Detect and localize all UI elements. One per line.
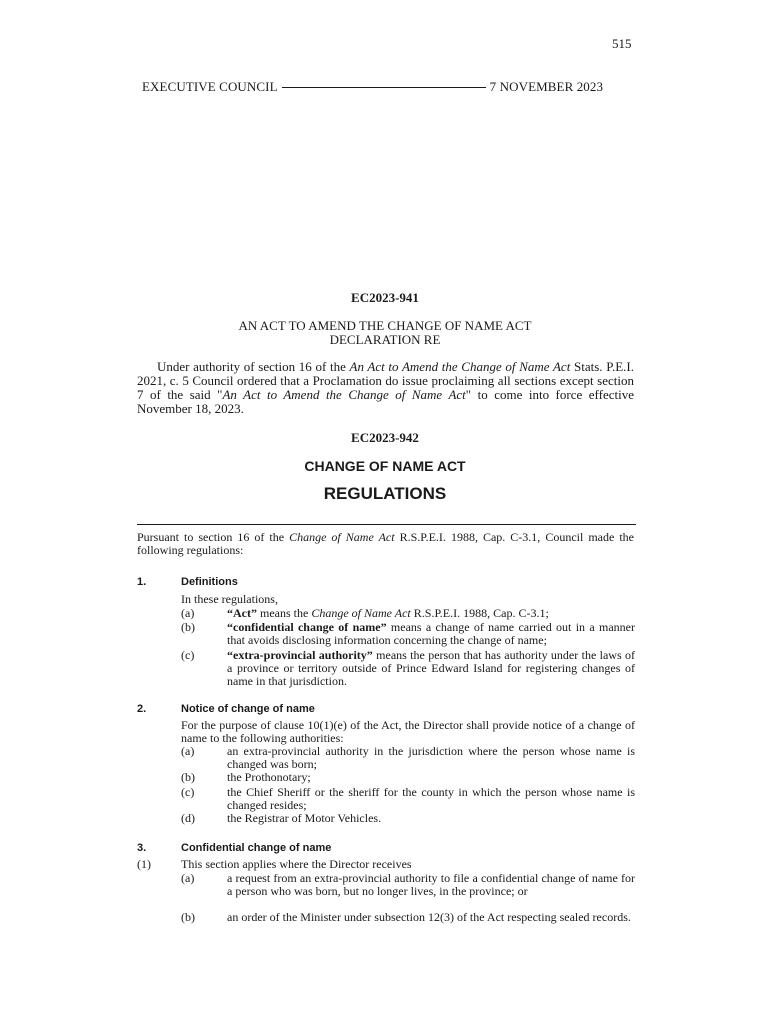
act-title: CHANGE OF NAME ACT xyxy=(304,458,466,474)
body-text: means a change of name carried out in a manner that avoids disclosing information concerning the change of name; xyxy=(227,620,635,647)
order-title-line-1: AN ACT TO AMEND THE CHANGE OF NAME ACT xyxy=(238,318,532,333)
s1-a-text xyxy=(227,607,635,620)
act-name-italic: Change of Name Act xyxy=(311,606,411,620)
s3-b-label: (b) xyxy=(181,910,195,924)
section-2-intro: For the purpose of clause 10(1)(e) of the Act, the Director shall provide notice of a change of name to the following authorities: xyxy=(181,718,635,745)
defined-term: “extra-provincial authority” xyxy=(227,648,373,662)
order-1-body xyxy=(137,360,634,416)
regulations-intro xyxy=(137,531,634,557)
act-name-italic: Change of Name Act xyxy=(289,530,395,544)
s2-a-label: (a) xyxy=(181,744,195,758)
body-text: R.S.P.E.I. 1988, Cap. C-3.1, Council made the following regulations: xyxy=(137,530,634,557)
s1-b-text xyxy=(227,621,635,647)
page-number: 515 xyxy=(612,36,632,51)
section-3-intro: This section applies where the Director receives xyxy=(181,857,412,871)
body-text: Under authority of section 16 of the xyxy=(157,359,350,374)
body-text: Pursuant to section 16 of the xyxy=(137,530,290,544)
section-1-number: 1. xyxy=(137,576,147,588)
body-text: Stats. P.E.I. 2021, c. 5 Council ordered that a Proclamation do issue proclaiming all sections except section 7 of the said " xyxy=(137,359,635,402)
section-1-intro: In these regulations, xyxy=(181,592,278,606)
s3-a-text: a request from an extra-provincial authority to file a confidential change of name for a person who was born, but no longer lives, in the province; or xyxy=(227,871,635,898)
s2-c-label: (c) xyxy=(181,785,195,799)
body-text: means the xyxy=(257,606,312,620)
header-right: 7 NOVEMBER 2023 xyxy=(489,79,604,94)
regulations-title: REGULATIONS xyxy=(323,484,447,503)
body-text: means the person that has authority under the laws of a province or territory outside of Prince Edward Island for registering changes of name in that jurisdiction. xyxy=(227,648,635,688)
defined-term: “Act” xyxy=(227,606,257,620)
act-name-italic: An Act to Amend the Change of Name Act xyxy=(349,359,571,374)
section-3-number: 3. xyxy=(137,842,147,854)
s1-c-text xyxy=(227,649,635,688)
section-2-heading: Notice of change of name xyxy=(181,703,315,715)
section-2-number: 2. xyxy=(137,703,147,715)
section-3-heading: Confidential change of name xyxy=(181,842,332,854)
defined-term: “confidential change of name” xyxy=(227,620,387,634)
order-title-line-2: DECLARATION RE xyxy=(329,332,441,347)
body-text: R.S.P.E.I. 1988, Cap. C-3.1; xyxy=(410,606,549,620)
s1-a-label: (a) xyxy=(181,606,195,620)
header-left: EXECUTIVE COUNCIL xyxy=(142,79,278,94)
s1-c-label: (c) xyxy=(181,648,195,662)
s2-b-text: the Prothonotary; xyxy=(227,770,311,784)
body-text: " to come into force effective November 18, 2023. xyxy=(137,387,634,416)
order-number-2: EC2023-942 xyxy=(351,430,419,445)
s2-a-text: an extra-provincial authority in the jurisdiction where the person whose name is changed was born; xyxy=(227,744,635,771)
s2-d-label: (d) xyxy=(181,811,195,825)
s1-b-label: (b) xyxy=(181,620,195,634)
act-name-italic: An Act to Amend the Change of Name Act xyxy=(222,387,466,402)
order-number-1: EC2023-941 xyxy=(351,290,419,305)
s2-b-label: (b) xyxy=(181,770,195,784)
running-header xyxy=(142,79,642,95)
divider xyxy=(137,524,636,525)
subsection-number: (1) xyxy=(137,857,151,871)
s3-b-text: an order of the Minister under subsection 12(3) of the Act respecting sealed records. xyxy=(227,910,631,924)
section-1-heading: Definitions xyxy=(181,576,238,588)
s3-a-label: (a) xyxy=(181,871,195,885)
s2-d-text: the Registrar of Motor Vehicles. xyxy=(227,811,382,825)
header-rule xyxy=(282,87,486,88)
s2-c-text: the Chief Sheriff or the sheriff for the county in which the person whose name is changed resides; xyxy=(227,785,635,812)
